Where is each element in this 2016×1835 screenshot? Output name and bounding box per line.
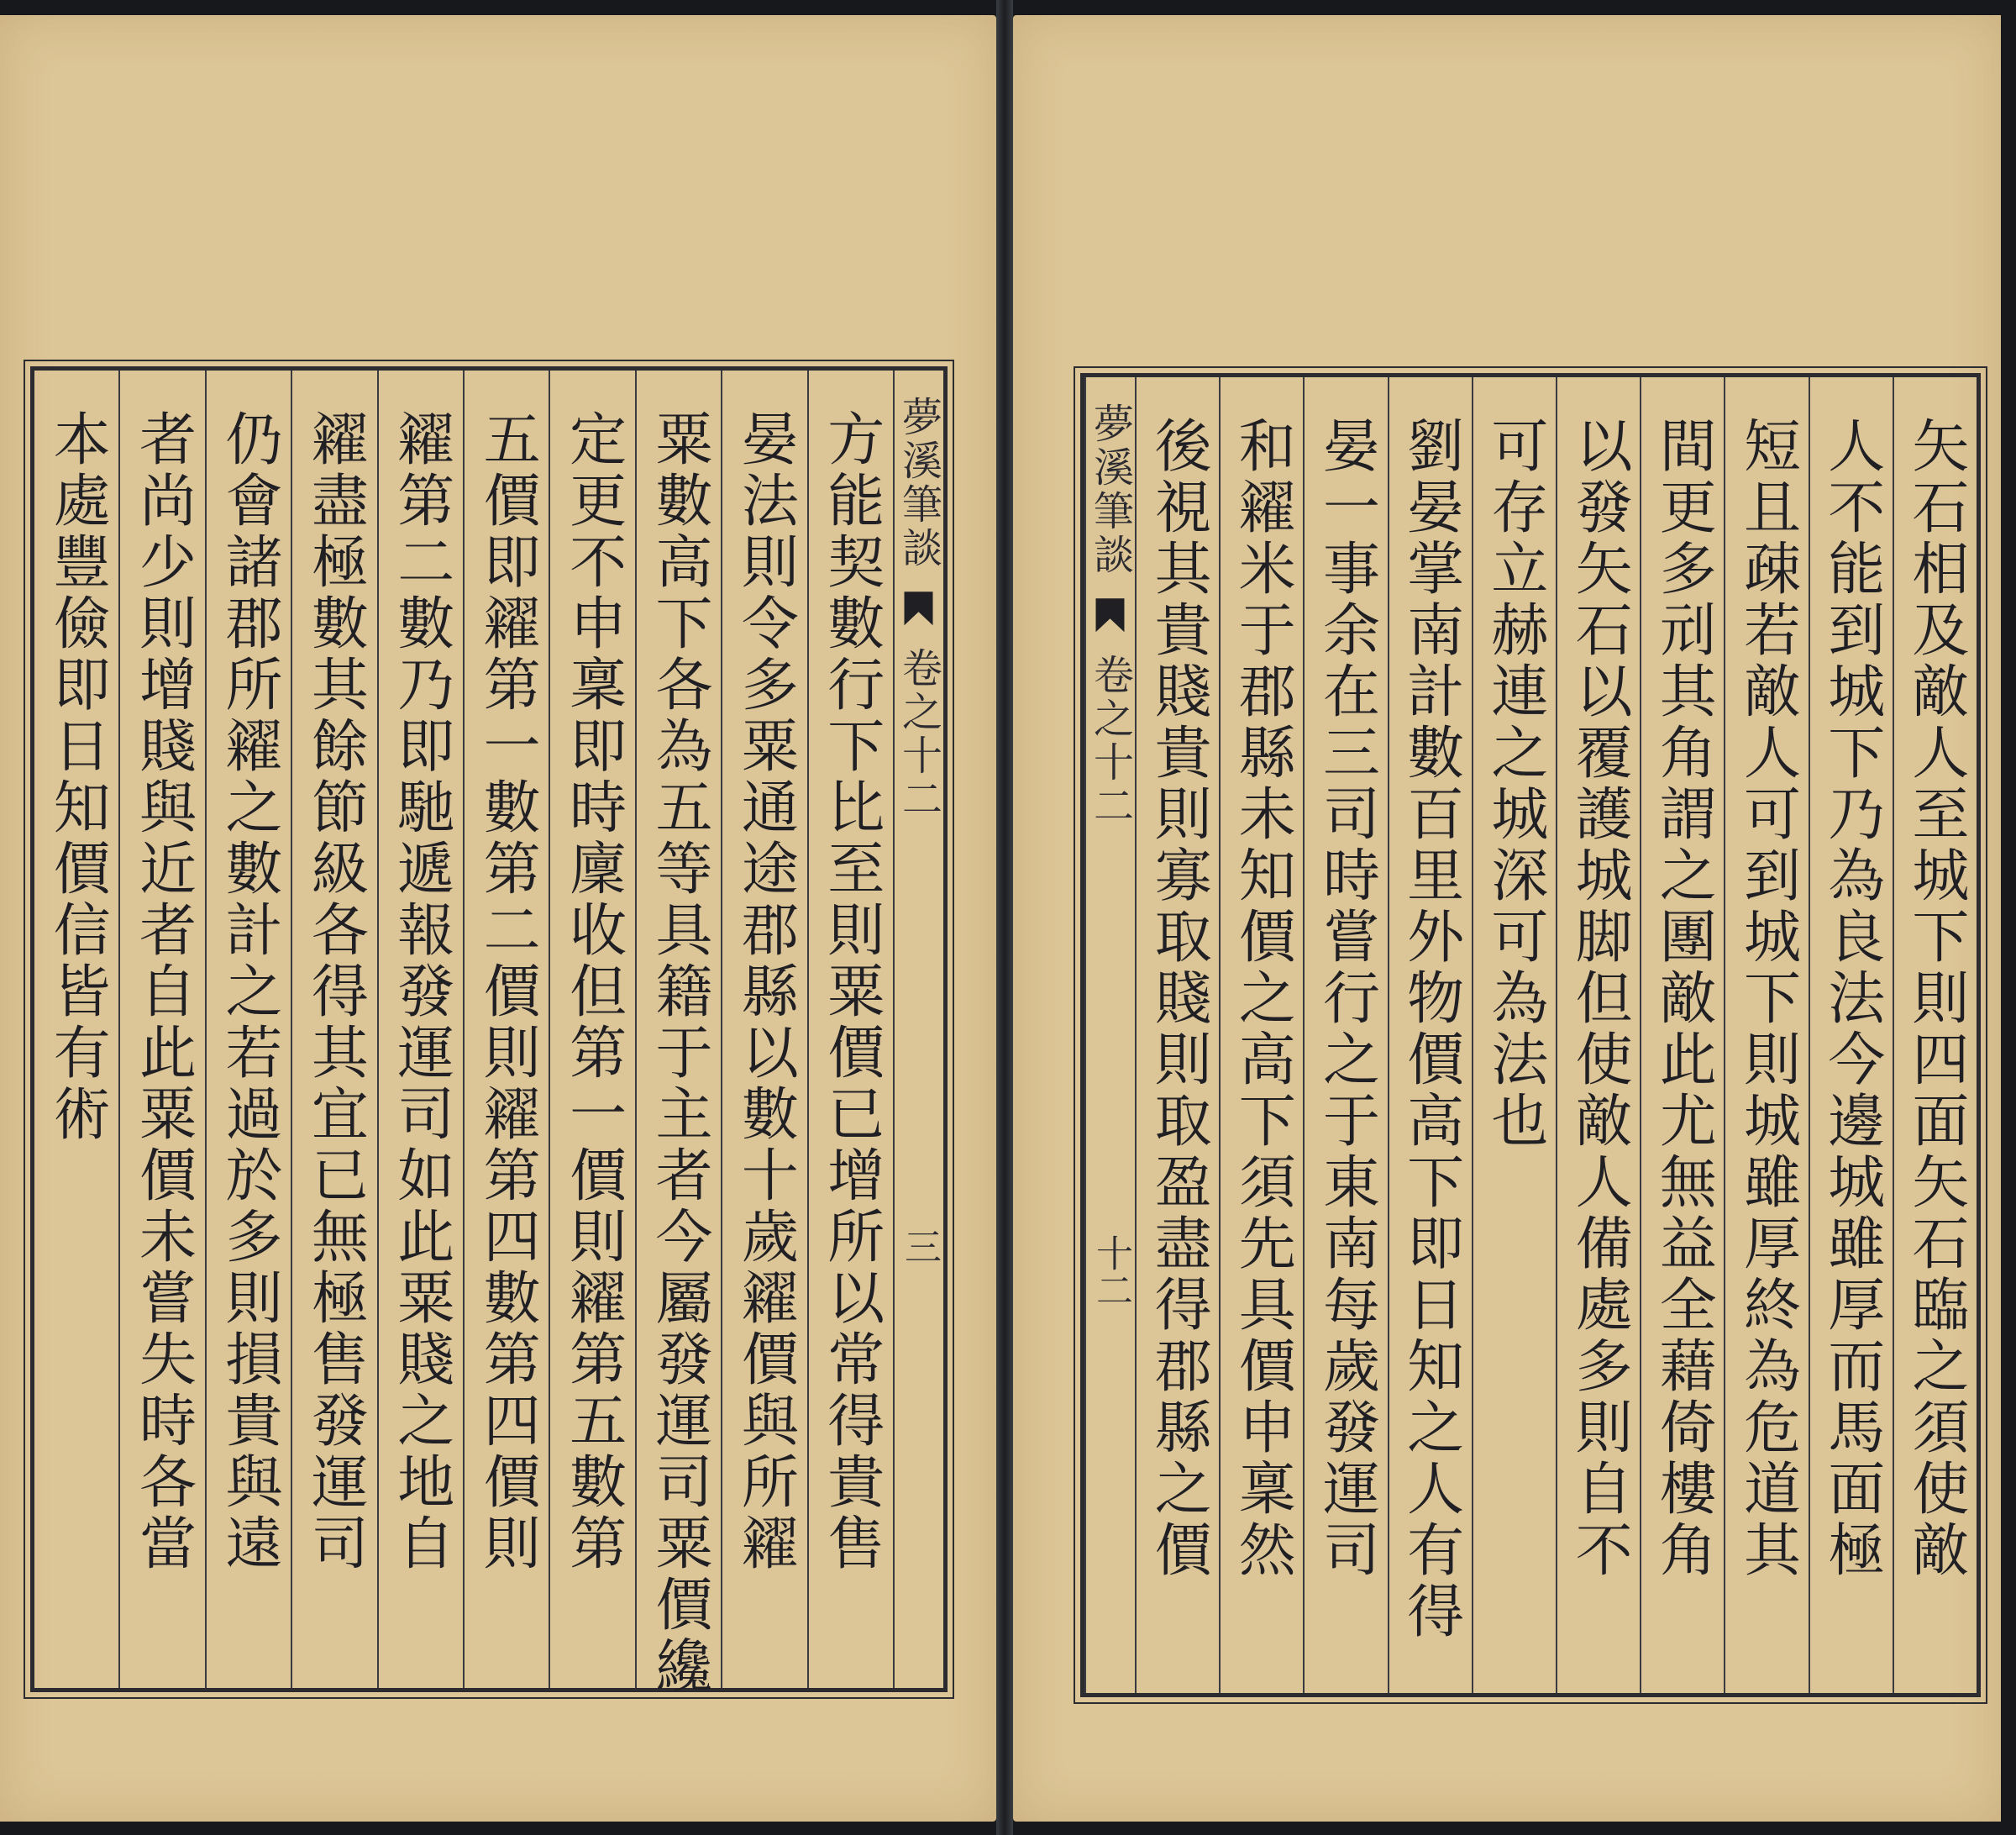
fishtail-ornament-icon (1095, 598, 1124, 632)
right-page-frame (1080, 373, 1981, 1697)
text-column: 晏一事余在三司時嘗行之于東南每歲發運司 (1303, 377, 1387, 1693)
right-margin-title: 夢溪筆談 卷之十二 (1086, 402, 1134, 828)
left-page-number: 三 (898, 1228, 941, 1265)
text-column: 者尚少則增賤與近者自此粟價未嘗失時各當 (118, 371, 204, 1688)
text-column: 晏法則令多粟通途郡縣以數十歲糴價與所糴 (721, 371, 806, 1688)
right-page-number: 十二 (1089, 1234, 1132, 1308)
text-column: 間更多刓其角謂之團敵此尤無益全藉倚樓角 (1640, 377, 1724, 1693)
text-column: 後視其貴賤貴則寡取賤則取盈盡得郡縣之價 (1135, 377, 1219, 1693)
left-margin-title: 夢溪筆談 卷之十二 (895, 396, 942, 822)
left-page-margin (893, 371, 943, 1688)
text-column: 可存立赫連之城深可為法也 (1472, 377, 1556, 1693)
text-column: 短且疎若敵人可到城下則城雖厚終為危道其 (1724, 377, 1808, 1693)
text-column: 定更不申稟即時廩收但第一價則糴第五數第 (549, 371, 634, 1688)
text-column: 糴第二數乃即馳遞報發運司如此粟賤之地自 (377, 371, 463, 1688)
text-column: 矢石相及敵人至城下則四面矢石臨之須使敵 (1893, 377, 1977, 1693)
text-column: 糴盡極數其餘節級各得其宜已無極售發運司 (291, 371, 376, 1688)
book-gutter (996, 0, 1013, 1835)
text-column: 本處豐儉即日知價信皆有術 (44, 409, 111, 1145)
text-column: 五價即糴第一數第二價則糴第四數第四價則 (463, 371, 549, 1688)
text-column: 以發矢石以覆護城脚但使敵人備處多則自不 (1556, 377, 1640, 1693)
text-column: 劉晏掌南計數百里外物價高下即日知之人有得 (1388, 377, 1472, 1693)
text-column: 人不能到城下乃為良法今邊城雖厚而馬面極 (1809, 377, 1893, 1693)
text-column: 方能契數行下比至則粟價已增所以常得貴售 (807, 371, 893, 1688)
text-column: 仍會諸郡所糴之數計之若過於多則損貴與遠 (205, 371, 291, 1688)
fishtail-ornament-icon (905, 592, 933, 625)
right-page (1013, 15, 2001, 1822)
text-column: 粟數高下各為五等具籍于主者今屬發運司粟價纔 (635, 371, 721, 1688)
text-column: 和糴米于郡縣未知價之高下須先具價申稟然 (1219, 377, 1303, 1693)
right-page-margin (1084, 377, 1135, 1693)
left-page-frame (30, 366, 948, 1697)
left-page (0, 15, 996, 1822)
